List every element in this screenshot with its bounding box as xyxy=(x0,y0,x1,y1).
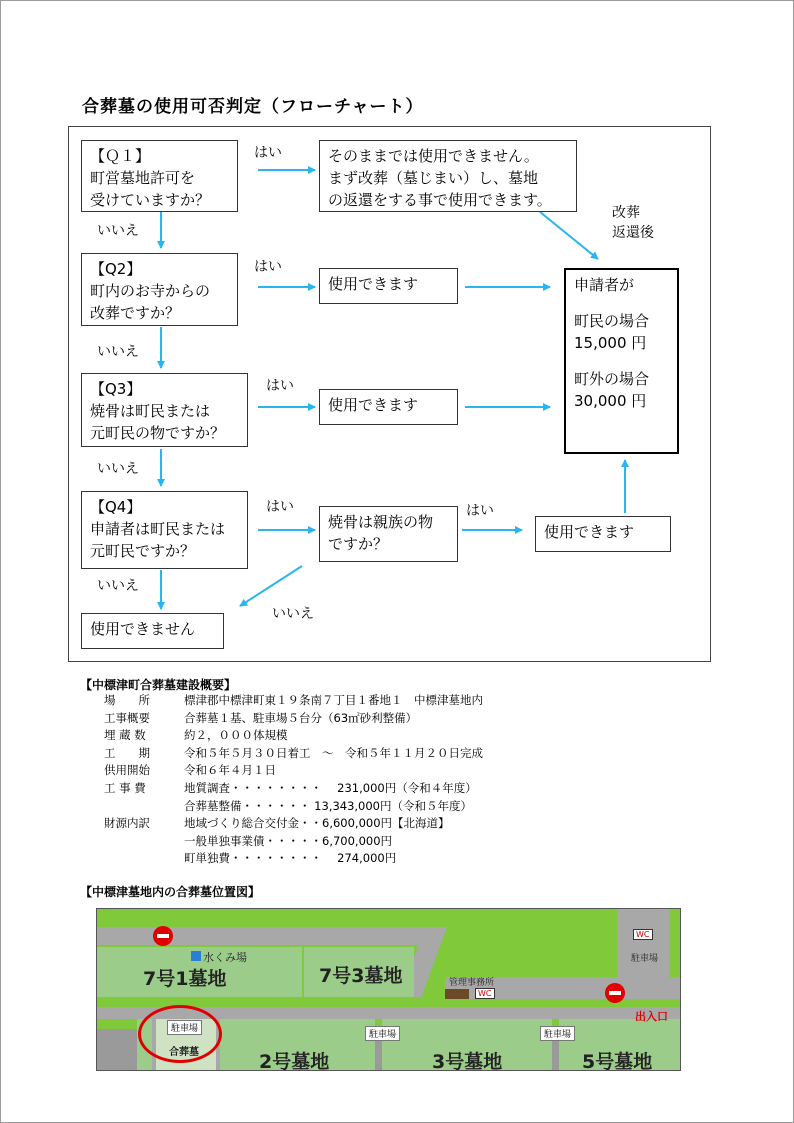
overview-value: 合葬墓１基、駐車場５台分（63㎡砂利整備） xyxy=(184,710,418,725)
q2-tag: 【Q2】 xyxy=(90,260,142,278)
overview-row xyxy=(104,745,624,763)
q2-yes-box xyxy=(319,268,458,304)
relative-yes-text: 使用できます xyxy=(544,523,635,541)
q1-yes-line-3: の返還をする事で使用できます。 xyxy=(328,191,552,209)
arrow-relative-no xyxy=(240,566,302,606)
q3-yes-text: 使用できます xyxy=(328,396,419,414)
final-no-box xyxy=(81,613,224,649)
label-reburial-1: 改葬 xyxy=(612,205,640,221)
map-wc-parking: WC xyxy=(633,929,653,940)
q3-tag: 【Q3】 xyxy=(90,380,142,398)
q2-box xyxy=(81,253,238,326)
overview-value: 令和５年５月３０日着工 ～ 令和５年１１月２０日完成 xyxy=(184,745,483,760)
map-label-parking-right: 駐車場 xyxy=(631,954,659,964)
overview-heading: 【中標津町合葬墓建設概要】 xyxy=(80,678,237,692)
overview-row xyxy=(104,710,624,728)
q4-line-2: 元町民ですか？ xyxy=(90,542,196,560)
map-label-3: 3号墓地 xyxy=(432,1051,503,1071)
label-yes-relative: はい xyxy=(466,503,494,519)
water-icon xyxy=(191,951,201,961)
q1-tag: 【Ｑ１】 xyxy=(90,147,151,165)
gassoubo-highlight-circle xyxy=(138,1005,222,1063)
fee-applicant: 申請者が xyxy=(574,276,635,294)
map-label-water xyxy=(191,949,247,965)
overview-value: 約２，０００体規模 xyxy=(184,728,288,743)
q1-line-2: 受けていますか？ xyxy=(90,191,211,209)
overview-row xyxy=(104,815,624,833)
q4-line-1: 申請者は町民または xyxy=(90,520,226,538)
label-no-q4: いいえ xyxy=(97,578,139,594)
overview-row xyxy=(104,833,624,851)
overview-value: 合葬墓整備・・・・・・ 13,343,000円（令和５年度） xyxy=(184,798,472,813)
map-wc-office: WC xyxy=(475,988,495,999)
q1-yes-line-1: そのままでは使用できません。 xyxy=(328,147,539,165)
label-yes-q4: はい xyxy=(266,499,294,515)
map-parking-2: 駐車場 xyxy=(365,1026,400,1041)
overview-row xyxy=(104,780,624,798)
location-map xyxy=(96,908,681,1071)
overview-row xyxy=(104,727,624,745)
overview-row xyxy=(104,762,624,780)
relative-yes-box xyxy=(535,516,671,552)
q1-box xyxy=(81,140,238,212)
q3-yes-box xyxy=(319,389,458,425)
map-road-top xyxy=(97,927,437,945)
map-label-71: 7号1墓地 xyxy=(143,968,227,990)
overview-key: 埋 蔵 数 xyxy=(104,728,146,743)
label-no-relative: いいえ xyxy=(272,606,314,622)
q4-tag: 【Q4】 xyxy=(90,498,142,516)
q3-line-2: 元町民の物ですか？ xyxy=(90,424,226,442)
q2-line-2: 改葬ですか？ xyxy=(90,304,181,322)
q2-line-1: 町内のお寺からの xyxy=(90,282,211,300)
q3-line-1: 焼骨は町民または xyxy=(90,402,211,420)
q1-yes-line-2: まず改葬（墓じまい）し、墓地 xyxy=(328,169,539,187)
overview-key: 工事概要 xyxy=(104,710,150,725)
fee-resident-amount: 15,000 円 xyxy=(574,334,647,352)
overview-key: 工 事 費 xyxy=(104,780,146,795)
overview-key: 場 所 xyxy=(104,693,150,707)
overview-value: 一般単独事業債・・・・・6,700,000円 xyxy=(184,833,393,848)
map-label-entrance: 出入口 xyxy=(635,1010,668,1023)
map-parking-3: 駐車場 xyxy=(540,1026,575,1041)
no-entry-icon xyxy=(153,926,173,946)
q1-line-1: 町営墓地許可を xyxy=(90,169,196,187)
map-label-office: 管理事務所 xyxy=(449,978,495,988)
arrow-reburial-fee xyxy=(540,212,598,259)
q4-yes-line-1: 焼骨は親族の物 xyxy=(328,513,434,531)
q2-yes-text: 使用できます xyxy=(328,275,419,293)
q4-box xyxy=(81,491,248,569)
map-parking-gassoubo: 駐車場 xyxy=(167,1020,202,1035)
label-reburial-2: 返還後 xyxy=(612,225,654,241)
map-label-2: 2号墓地 xyxy=(259,1051,330,1071)
overview-key xyxy=(104,850,184,868)
q4-yes-box xyxy=(319,506,458,562)
no-entry-icon xyxy=(605,983,625,1003)
q1-yes-box xyxy=(319,140,577,212)
fee-resident-label: 町民の場合 xyxy=(574,312,650,330)
q3-box xyxy=(81,373,248,447)
fee-box xyxy=(564,268,679,454)
overview-key: 工 期 xyxy=(104,745,150,760)
overview-value: 地質調査・・・・・・・・ 231,000円（令和４年度） xyxy=(184,780,477,795)
overview-list xyxy=(104,692,624,868)
fee-nonresident-label: 町外の場合 xyxy=(574,370,650,388)
label-yes-q3: はい xyxy=(266,378,294,394)
overview-key: 財源内訳 xyxy=(104,816,150,831)
overview-key: 供用開始 xyxy=(104,763,150,778)
overview-row xyxy=(104,850,624,868)
office-icon xyxy=(445,989,469,999)
overview-row xyxy=(104,798,624,816)
label-yes-q2: はい xyxy=(254,259,282,275)
overview-value: 地域づくり総合交付金・・6,600,000円【北海道】 xyxy=(184,816,450,831)
overview-value: 令和６年４月１日 xyxy=(184,763,276,778)
map-label-73: 7号3墓地 xyxy=(319,965,403,987)
label-no-q1: いいえ xyxy=(97,223,139,239)
map-label-5: 5号墓地 xyxy=(582,1051,653,1071)
overview-key xyxy=(104,798,184,816)
label-no-q2: いいえ xyxy=(97,344,139,360)
page-title: 合葬墓の使用可否判定（フローチャート） xyxy=(82,97,424,117)
final-no-text: 使用できません xyxy=(90,620,196,638)
overview-row xyxy=(104,692,624,710)
label-yes-q1: はい xyxy=(254,145,282,161)
label-no-q3: いいえ xyxy=(97,461,139,477)
q4-yes-line-2: ですか？ xyxy=(328,535,389,553)
fee-nonresident-amount: 30,000 円 xyxy=(574,392,647,410)
overview-key xyxy=(104,833,184,851)
map-water-text: 水くみ場 xyxy=(203,951,247,964)
overview-value: 町単独費・・・・・・・・ 274,000円 xyxy=(184,851,397,866)
overview-value: 標津郡中標津町東１９条南７丁目１番地１ 中標津墓地内 xyxy=(184,693,483,707)
map-label-gassoubo: 合葬墓 xyxy=(169,1047,199,1058)
map-heading: 【中標津墓地内の合葬墓位置図】 xyxy=(80,885,261,899)
